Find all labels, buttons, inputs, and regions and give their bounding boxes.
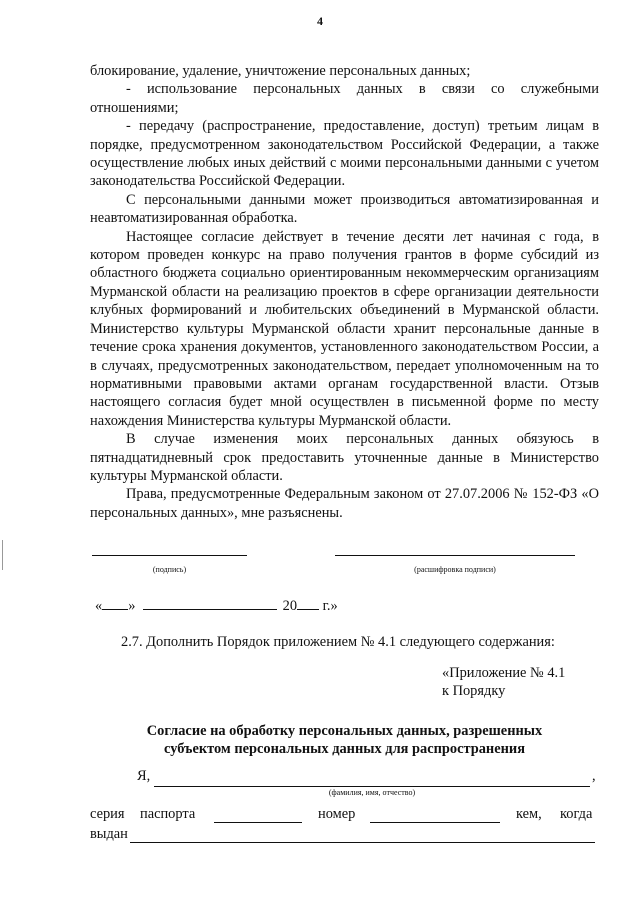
full-name-line <box>154 786 590 787</box>
full-name-caption: (фамилия, имя, отчество) <box>328 788 416 797</box>
paragraph: блокирование, удаление, уничтожение персональных данных; <box>90 63 471 79</box>
i-label: Я, <box>137 768 151 784</box>
paragraph: С персональными данными может производиться автоматизированная и неавтоматизированная обработка. <box>90 191 599 227</box>
paragraph: - передачу (распространение, предоставление, доступ) третьим лицам в порядке, предусмотренном законодательством Российской Федерации, а также осуществление любых иных действий с моими персональными данными с учетом законодательства Российской Федерации. <box>90 118 599 190</box>
item-2-7: 2.7. Дополнить Порядок приложением № 4.1 следующего содержания: <box>121 634 555 650</box>
signature-decoding-line <box>335 555 575 556</box>
signature-decoding-caption: (расшифровка подписи) <box>414 565 496 574</box>
passport-number-line <box>370 822 500 823</box>
number-label: номер <box>318 806 356 822</box>
passport-series-label: серия <box>90 806 125 822</box>
appendix-reference <box>442 664 565 700</box>
appendix-line: «Приложение № 4.1 <box>442 665 566 681</box>
issued-label: выдан <box>90 826 128 842</box>
passport-series-line <box>214 822 302 823</box>
issued-line <box>130 842 595 843</box>
consent-title <box>90 722 599 758</box>
name-comma: , <box>592 768 596 784</box>
appendix-line: к Порядку <box>442 683 506 699</box>
document-body <box>90 62 599 522</box>
paragraph: В случае изменения моих персональных данных обязуюсь в пятнадцатидневный срок предоставить уточненные данные в Министерство культуры Мурманской области. <box>90 431 599 484</box>
year-prefix: 20 <box>282 598 298 614</box>
paragraph: Настоящее согласие действует в течение десяти лет начиная с года, в котором проведен конкурс на право получения грантов в форме субсидий из областного бюджета социально ориентированным некоммерческим организациям Мурманской области на реализацию проектов в сфере организации деятельности клубных формирований и любительских объединений в Мурманской области. Министерство культуры Мурманской области хранит персональные данные в течение срока хранения документов, установленного законодательством России, а в случаях, предусмотренных законодательством, передает уполномоченным на то нормативными правовыми актами органам государственной власти. Отзыв настоящего согласия будет мной осуществлен в письменной форме по месту нахождения Министерства культуры Мурманской области. <box>90 228 599 429</box>
by-whom-label: кем, <box>516 806 542 822</box>
day-blank <box>102 595 128 610</box>
year-suffix: г.» <box>322 598 338 614</box>
paragraph: - использование персональных данных в связи со служебными отношениями; <box>90 81 599 116</box>
passport-label: паспорта <box>140 806 196 822</box>
date-line <box>95 595 338 615</box>
paragraph: Права, предусмотренные Федеральным законом от 27.07.2006 № 152-ФЗ «О персональных данных», мне разъяснены. <box>90 486 599 521</box>
consent-title-line: субъектом персональных данных для распространения <box>164 741 525 757</box>
month-blank <box>143 595 277 610</box>
year-blank <box>297 595 319 610</box>
signature-caption: (подпись) <box>152 565 187 574</box>
date-close-quote: » <box>128 598 136 614</box>
page-number: 4 <box>317 14 323 28</box>
consent-title-line: Согласие на обработку персональных данных, разрешенных <box>146 723 543 739</box>
date-open-quote: « <box>95 598 103 614</box>
scan-artifact <box>2 540 3 570</box>
when-label: когда <box>560 806 593 822</box>
signature-line <box>92 555 247 556</box>
